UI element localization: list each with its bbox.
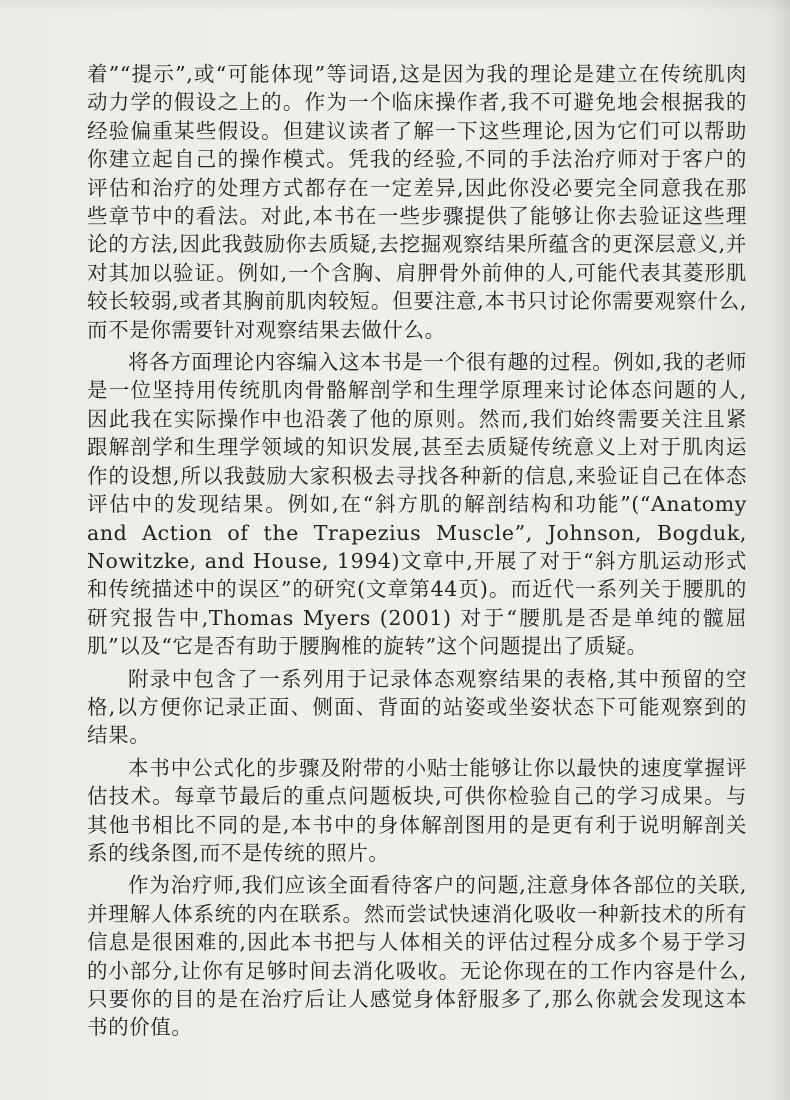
paragraph-4: 本书中公式化的步骤及附带的小贴士能够让你以最快的速度掌握评估技术。每章节最后的重点问题板块,可供你检验自己的学习成果。与其他书相比不同的是,本书中的身体解剖图用的是更有利于说明解剖关系的线条图,而不是传统的照片。 [87,755,747,865]
paragraph-2: 将各方面理论内容编入这本书是一个很有趣的过程。例如,我的老师是一位坚持用传统肌肉骨骼解剖学和生理学原理来讨论体态问题的人,因此我在实际操作中也沿袭了他的原则。然而,我们始终需要关注且紧跟解剖学和生理学领域的知识发展,甚至去质疑传统意义上对于肌肉运作的设想,所以我鼓励大家积极去寻找各种新的信息,来验证自己在体态评估中的发现结果。例如,在“斜方肌的解剖结构和功能”(“Anatomy and Action of the Trapezius Muscle”, Johnson, Bogduk, Nowitzke, and House, 1994)文章中,开展了对于“斜方肌运动形式和传统描述中的误区”的研究(文章第44页)。而近代一系列关于腰肌的研究报告中,Thomas Myers (2001) 对于“腰肌是否是单纯的髋屈肌”以及“它是否有助于腰胸椎的旋转”这个问题提出了质疑。 [87,350,748,659]
paragraph-5: 作为治疗师,我们应该全面看待客户的问题,注意身体各部位的关联,并理解人体系统的内在联系。然而尝试快速消化吸收一种新技术的所有信息是很困难的,因此本书把与人体相关的评估过程分成多个易于学习的小部分,让你有足够时间去消化吸收。无论你现在的工作内容是什么,只要你的目的是在治疗后让人感觉身体舒服多了,那么你就会发现这本书的价值。 [87,873,747,1040]
paragraph-3: 附录中包含了一系列用于记录体态观察结果的表格,其中预留的空格,以方便你记录正面、侧面、背面的站姿或坐姿状态下可能观察到的结果。 [87,666,747,748]
paragraph-1: 着”“提示”,或“可能体现”等词语,这是因为我的理论是建立在传统肌肉动力学的假设之上的。作为一个临床操作者,我不可避免地会根据我的经验偏重某些假设。但建议读者了解一下这些理论,因为它们可以帮助你建立起自己的操作模式。凭我的经验,不同的手法治疗师对于客户的评估和治疗的处理方式都存在一定差异,因此你没必要完全同意我在那些章节中的看法。对此,本书在一些步骤提供了能够让你去验证这些理论的方法,因此我鼓励你去质疑,去挖掘观察结果所蕴含的更深层意义,并对其加以验证。例如,一个含胸、肩胛骨外前伸的人,可能代表其菱形肌较长较弱,或者其胸前肌肉较短。但要注意,本书只讨论你需要观察什么,而不是你需要针对观察结果去做什么。 [87,62,747,342]
page-gutter-shadow [772,0,790,1100]
page-top-shadow [0,0,790,12]
body-text [87,60,747,1046]
